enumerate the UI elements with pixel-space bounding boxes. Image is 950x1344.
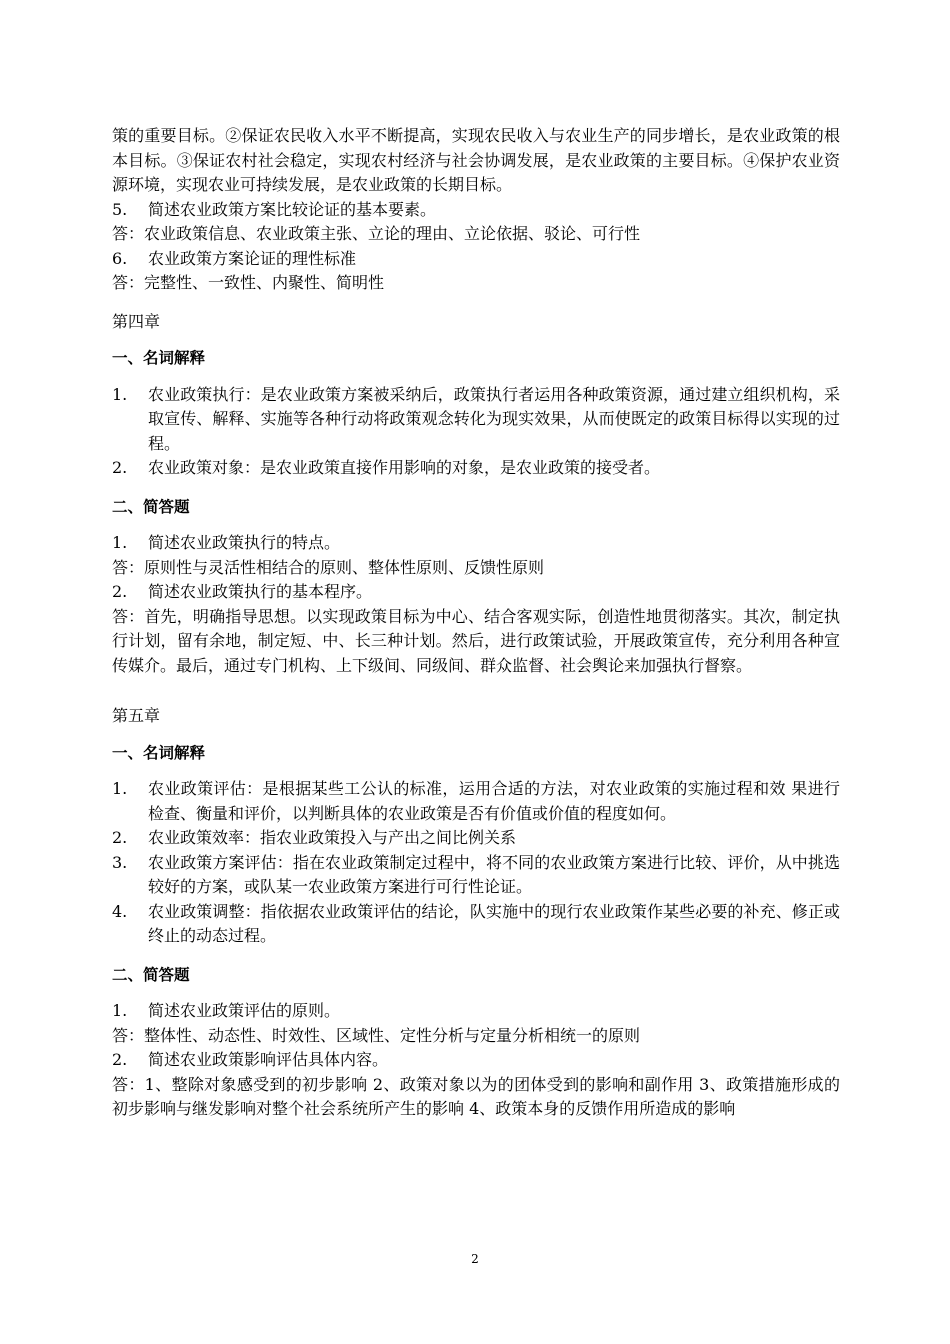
term-text: 农业政策方案评估：指在农业政策制定过程中，将不同的农业政策方案进行比较、评价，从中挑选较好的方案，或队某一农业政策方案进行可行性论证。 (148, 852, 840, 896)
section-heading-qa: 二、简答题 (112, 965, 190, 984)
term-item (112, 851, 840, 900)
term-item (112, 777, 840, 826)
question-item (112, 531, 840, 556)
term-item (112, 456, 840, 481)
term-text: 农业政策效率：指农业政策投入与产出之间比例关系 (148, 828, 517, 847)
term-text: 农业政策评估：是根据某些工公认的标准，运用合适的方法，对农业政策的实施过程和效 果进行检查、衡量和评价，以判断具体的农业政策是否有价值或价值的程度如何。 (148, 779, 840, 823)
item-number: 2. (112, 458, 128, 477)
term-item (112, 900, 840, 949)
answer-text: 答：原则性与灵活性相结合的原则、整体性原则、反馈性原则 (112, 557, 545, 577)
section-heading-terms: 一、名词解释 (112, 349, 206, 367)
question-item (112, 580, 840, 605)
item-number: 2. (112, 828, 128, 847)
item-number: 3. (112, 852, 128, 872)
page-number: 2 (471, 1252, 479, 1266)
question-text: 简述农业政策执行的特点。 (148, 533, 341, 552)
terms-list (112, 383, 840, 481)
item-number: 4. (112, 901, 128, 921)
question-item (112, 999, 840, 1024)
item-number: 1. (112, 384, 128, 404)
question-text: 简述农业政策影响评估具体内容。 (148, 1050, 389, 1069)
question-item (112, 247, 840, 272)
term-text: 农业政策执行：是农业政策方案被采纳后，政策执行者运用各种政策资源，通过建立组织机构，采取宣传、解释、实施等各种行动将政策观念转化为现实效果，从而使既定的政策目标得以实现的过程。 (148, 384, 840, 453)
item-number: 1. (112, 533, 128, 552)
question-item (112, 1048, 840, 1073)
page-content (112, 124, 840, 1122)
continued-paragraph: 策的重要目标。②保证农民收入水平不断提高，实现农民收入与农业生产的同步增长，是农业政策的根本目标。③保证农村社会稳定，实现农村经济与社会协调发展，是农业政策的主要目标。④保护农业资源环境，实现农业可持续发展，是农业政策的长期目标。 (112, 126, 840, 194)
item-number: 2. (112, 1050, 128, 1069)
answer-text: 答：农业政策信息、农业政策主张、立论的理由、立论依据、驳论、可行性 (112, 224, 641, 243)
answer-text: 答：首先，明确指导思想。以实现政策目标为中心、结合客观实际，创造性地贯彻落实。其次，制定执行计划，留有余地，制定短、中、长三种计划。然后，进行政策试验，开展政策宣传，充分利用各种宣传媒介。最后，通过专门机构、上下级间、同级间、群众监督、社会舆论来加强执行督察。 (112, 606, 840, 675)
item-number: 1. (112, 779, 128, 798)
term-text: 农业政策调整：指依据农业政策评估的结论，队实施中的现行农业政策作某些必要的补充、修正或终止的动态过程。 (148, 901, 840, 945)
item-number: 1. (112, 1001, 128, 1020)
answer-text: 答：完整性、一致性、内聚性、简明性 (112, 273, 385, 292)
term-item (112, 826, 840, 851)
question-text: 简述农业政策评估的原则。 (148, 1001, 341, 1020)
item-number: 6. (112, 248, 128, 268)
question-text: 简述农业政策方案比较论证的基本要素。 (148, 199, 437, 219)
item-number: 2. (112, 582, 128, 601)
section-heading-terms: 一、名词解释 (112, 743, 206, 762)
chapter-title: 第五章 (112, 706, 161, 725)
question-text: 农业政策方案论证的理性标准 (148, 248, 357, 268)
answer-text: 答：1、整除对象感受到的初步影响 2、政策对象以为的团体受到的影响和副作用 3、政策措施形成的初步影响与继发影响对整个社会系统所产生的影响 4、政策本身的反馈作用所造成的影响 (112, 1074, 840, 1118)
chapter-title: 第四章 (112, 311, 161, 331)
item-number: 5. (112, 199, 128, 219)
question-item (112, 198, 840, 223)
section-heading-qa: 二、简答题 (112, 497, 190, 516)
term-text: 农业政策对象：是农业政策直接作用影响的对象，是农业政策的接受者。 (148, 458, 661, 477)
answer-text: 答：整体性、动态性、时效性、区域性、定性分析与定量分析相统一的原则 (112, 1025, 641, 1045)
term-item (112, 383, 840, 457)
terms-list (112, 777, 840, 949)
question-text: 简述农业政策执行的基本程序。 (148, 582, 373, 601)
